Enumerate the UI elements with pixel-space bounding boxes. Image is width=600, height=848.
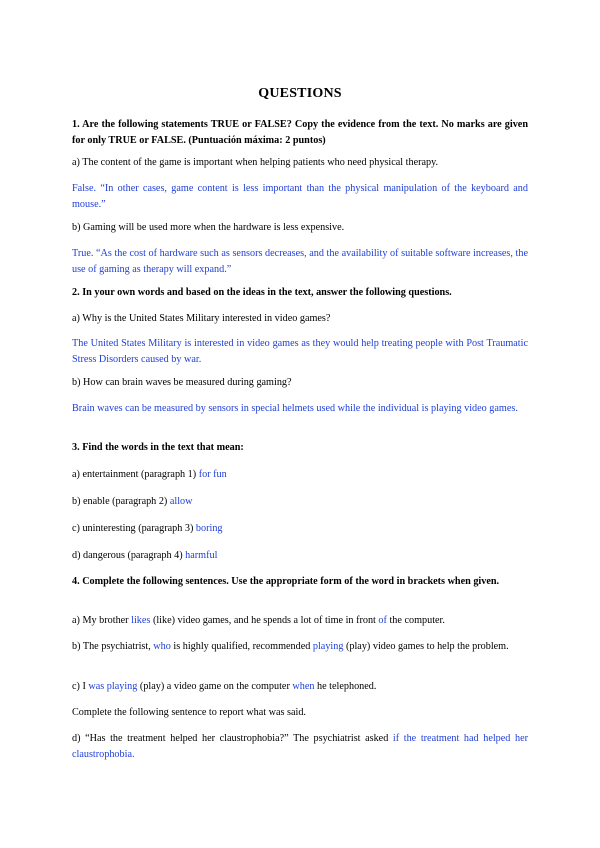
q4-b-sentence [72,639,528,655]
q3-item-answer: for fun [198,469,227,480]
q3-item-answer: boring [195,523,223,534]
q1-a-question: a) The content of the game is important when helping patients who need physical therapy. [72,157,439,168]
q3-item [72,521,528,537]
q4-heading: 4. Complete the following sentences. Use the appropriate form of the word in brackets when given. [72,576,500,587]
q4-d-text: d) “Has the treatment helped her claustrophobia?” The psychiatrist asked [72,733,393,744]
q3-item-prompt: a) entertainment (paragraph 1) [72,469,197,480]
q4-d-sentence [72,731,528,763]
q2-heading: 2. In your own words and based on the ideas in the text, answer the following questions. [72,287,452,298]
q3-item-prompt: c) uninteresting (paragraph 3) [72,523,194,534]
q2-b-answer: Brain waves can be measured by sensors in special helmets used while the individual is playing video games. [72,403,518,414]
q4-c-text: c) I [72,681,89,692]
q1-b-question: b) Gaming will be used more when the hardware is less expensive. [72,222,345,233]
page-title: QUESTIONS [258,86,342,101]
q4-a-text: (like) video games, and he spends a lot of time in front [150,615,379,626]
q4-b-text: (play) video games to help the problem. [343,641,509,652]
q4-c-text: he telephoned. [314,681,377,692]
q4-c-answer-1: was playing [88,681,138,692]
q2-b-question: b) How can brain waves be measured during gaming? [72,377,292,388]
q3-item [72,494,528,510]
q1-heading: 1. Are the following statements TRUE or FALSE? Copy the evidence from the text. No marks are given for only TRUE or FALSE. (Puntuación máxima: 2 puntos) [72,119,528,146]
q3-item [72,548,528,564]
q4-c-text: (play) a video game on the computer [137,681,293,692]
q4-a-text: a) My brother [72,615,132,626]
q4-c-answer-2: when [292,681,315,692]
q2-a-question: a) Why is the United States Military interested in video games? [72,313,331,324]
q4-d-answer: if the treatment had helped her claustrophobia. [72,733,529,760]
q4-report-instruction: Complete the following sentence to report what was said. [72,707,306,718]
q1-a-answer: False. “In other cases, game content is less important than the physical manipulation of the keyboard and mouse.” [72,183,528,210]
q4-c-sentence [72,679,528,695]
q3-item-prompt: b) enable (paragraph 2) [72,496,168,507]
q2-a-answer: The United States Military is interested in video games as they would help treating people with Post Traumatic Stress Disorders caused by war. [72,338,528,365]
q4-b-answer-2: playing [312,641,344,652]
q4-a-answer-1: likes [131,615,151,626]
q3-item-answer: allow [169,496,193,507]
q4-b-text: is highly qualified, recommended [170,641,313,652]
q4-a-sentence [72,613,528,629]
q3-item-prompt: d) dangerous (paragraph 4) [72,550,183,561]
q3-item-answer: harmful [185,550,218,561]
q4-b-answer-1: who [153,641,171,652]
q4-b-text: b) The psychiatrist, [72,641,154,652]
q3-heading: 3. Find the words in the text that mean: [72,442,244,453]
q4-a-answer-2: of [378,615,387,626]
q4-a-text: the computer. [386,615,445,626]
q3-item [72,467,528,483]
q1-b-answer: True. “As the cost of hardware such as sensors decreases, and the availability of suitable software increases, the use of gaming as therapy will expand.” [72,248,528,275]
